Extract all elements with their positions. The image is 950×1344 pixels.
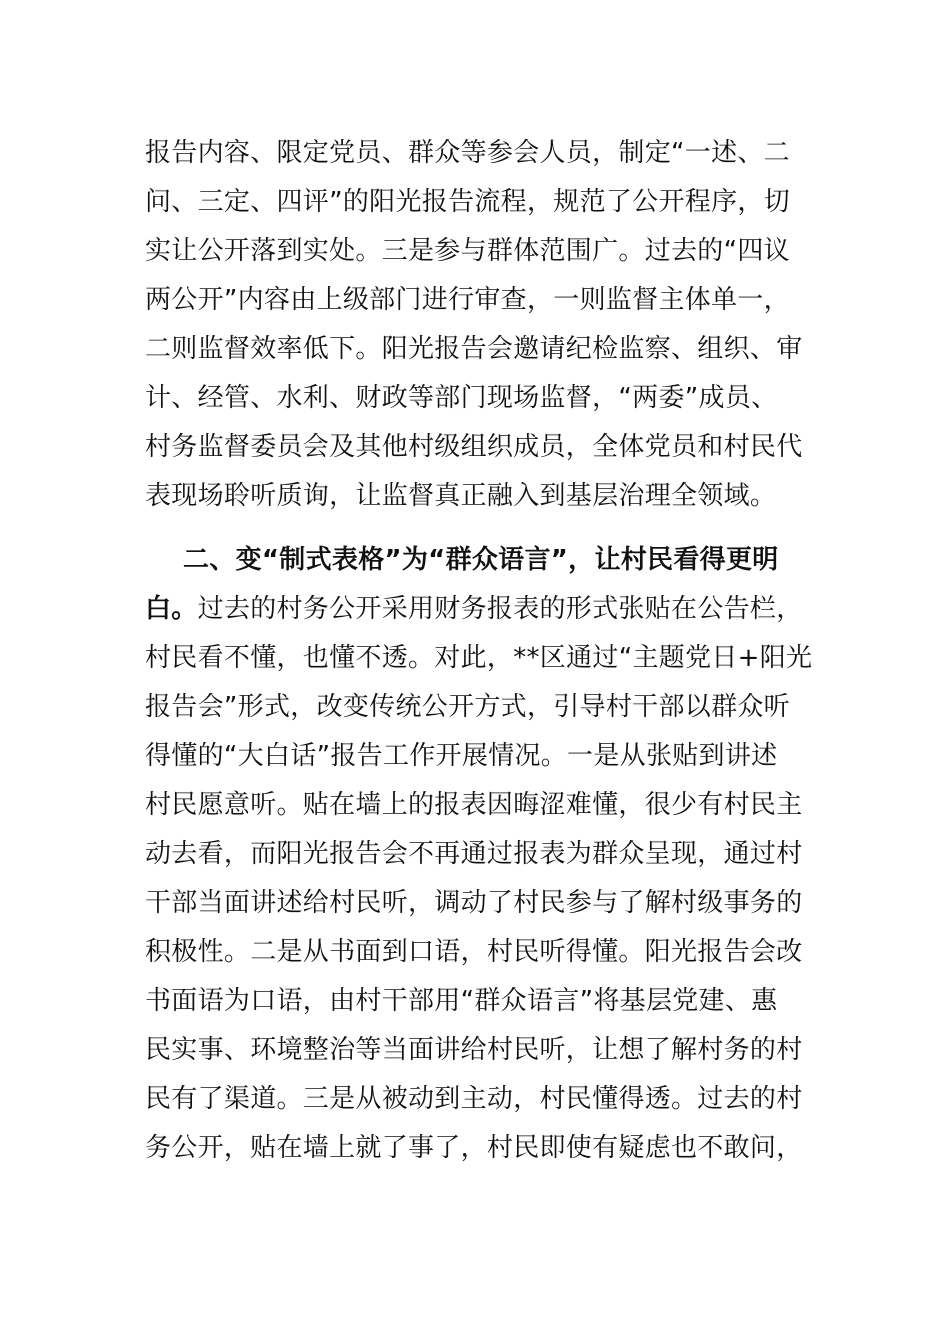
paragraph-2-line-1 bbox=[145, 584, 825, 634]
section-heading: 二、变“制式表格”为“群众语言”，让村民看得更明 bbox=[183, 545, 779, 575]
paragraph-2-line-5: 村民愿意听。贴在墙上的报表因晦涩难懂，很少有村民主 bbox=[145, 790, 803, 820]
section-heading-end: 白。 bbox=[145, 594, 198, 624]
paragraph-2-line-10: 民实事、环境整治等当面讲给村民听，让想了解村务的村 bbox=[145, 1035, 803, 1065]
paragraph-1-line-5: 二则监督效率低下。阳光报告会邀请纪检监察、组织、审 bbox=[145, 334, 803, 364]
paragraph-2-line-8: 积极性。二是从书面到口语，村民听得懂。阳光报告会改 bbox=[145, 937, 803, 967]
paragraph-2-line-7: 干部当面讲述给村民听，调动了村民参与了解村级事务的 bbox=[145, 888, 803, 918]
paragraph-1-line-8: 表现场聆听质询，让监督真正融入到基层治理全领域。 bbox=[145, 481, 777, 511]
paragraph-1-line-1: 报告内容、限定党员、群众等参会人员，制定“一述、二 bbox=[145, 138, 790, 168]
paragraph-2-line-1-text: 过去的村务公开采用财务报表的形式张贴在公告栏， bbox=[197, 594, 803, 624]
paragraph-1-line-2: 问、三定、四评”的阳光报告流程，规范了公开程序，切 bbox=[145, 187, 790, 217]
paragraph-1-line-4: 两公开”内容由上级部门进行审查，一则监督主体单一， bbox=[145, 285, 790, 315]
paragraph-1-line-3: 实让公开落到实处。三是参与群体范围广。过去的“四议 bbox=[145, 236, 790, 266]
paragraph-1-line-6: 计、经管、水利、财政等部门现场监督，“两委”成员、 bbox=[145, 383, 778, 413]
paragraph-2-line-2: 村民看不懂，也懂不透。对此，**区通过“主题党日+阳光 bbox=[145, 643, 813, 673]
paragraph-2-line-11: 民有了渠道。三是从被动到主动，村民懂得透。过去的村 bbox=[145, 1084, 803, 1114]
paragraph-1-line-7: 村务监督委员会及其他村级组织成员，全体党员和村民代 bbox=[145, 432, 803, 462]
paragraph-2-line-4: 得懂的“大白话”报告工作开展情况。一是从张贴到讲述 bbox=[145, 741, 778, 771]
paragraph-2-line-9: 书面语为口语，由村干部用“群众语言”将基层党建、惠 bbox=[145, 986, 778, 1016]
paragraph-2-line-3: 报告会”形式，改变传统公开方式，引导村干部以群众听 bbox=[145, 692, 790, 722]
paragraph-2-line-6: 动去看，而阳光报告会不再通过报表为群众呈现，通过村 bbox=[145, 839, 803, 869]
paragraph-2-line-12: 务公开，贴在墙上就了事了，村民即使有疑虑也不敢问， bbox=[145, 1133, 803, 1163]
